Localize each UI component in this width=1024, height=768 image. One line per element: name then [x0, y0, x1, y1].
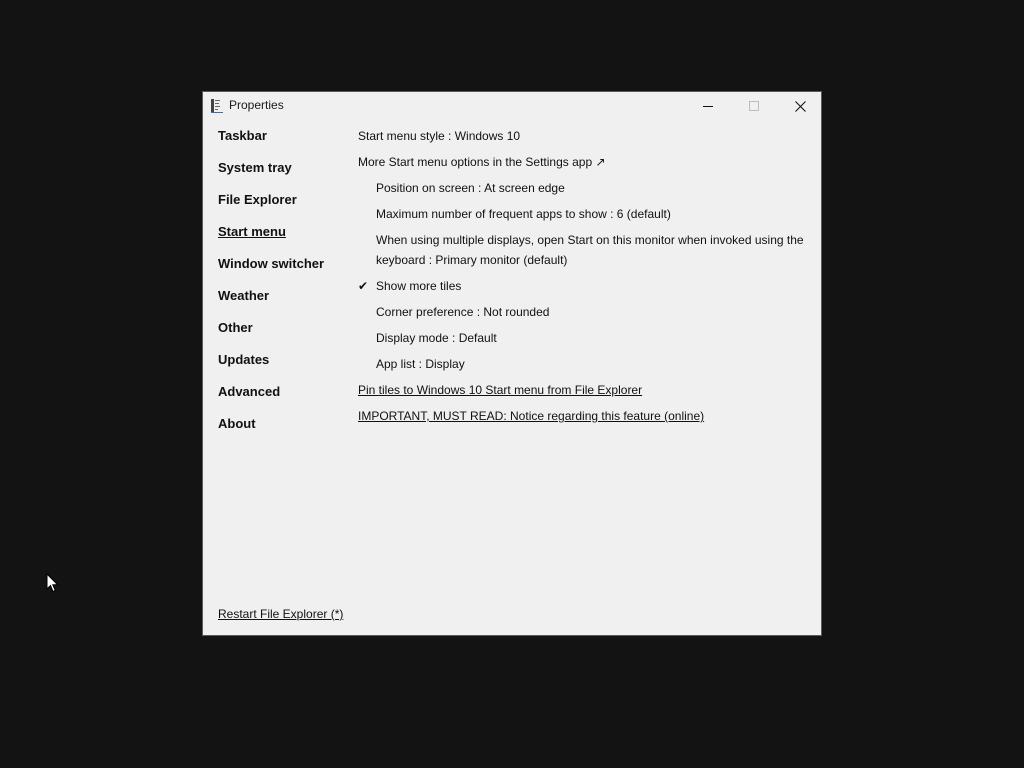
app-list-option[interactable]: App list : Display: [376, 357, 465, 371]
minimize-icon: [703, 101, 713, 111]
sidebar-item-file-explorer[interactable]: File Explorer: [218, 192, 297, 207]
more-options-link[interactable]: More Start menu options in the Settings app ↗: [358, 155, 606, 169]
close-button[interactable]: [777, 92, 823, 120]
pin-tiles-link[interactable]: Pin tiles to Windows 10 Start menu from File Explorer: [358, 383, 643, 397]
sidebar-item-window-switcher[interactable]: Window switcher: [218, 256, 325, 271]
max-frequent-apps-option[interactable]: Maximum number of frequent apps to show : 6 (default): [376, 207, 671, 221]
checkmark-icon: ✔: [358, 279, 369, 293]
multi-display-option[interactable]: When using multiple displays, open Start on this monitor when invoked using the keyboard : Primary monitor (default): [376, 233, 804, 267]
properties-window: [202, 91, 822, 636]
sidebar-item-taskbar[interactable]: Taskbar: [218, 128, 267, 143]
show-more-tiles-option[interactable]: [358, 276, 808, 296]
sidebar-item-other[interactable]: Other: [218, 320, 253, 335]
position-on-screen-option[interactable]: Position on screen : At screen edge: [376, 181, 565, 195]
sidebar-nav: [218, 128, 348, 448]
title-bar[interactable]: [203, 92, 821, 120]
restart-explorer-link[interactable]: Restart File Explorer (*): [218, 607, 344, 621]
mouse-cursor-icon: [46, 573, 60, 593]
important-notice-link[interactable]: IMPORTANT, MUST READ: Notice regarding this feature (online): [358, 409, 705, 423]
settings-content: [358, 126, 808, 432]
maximize-icon: [749, 101, 759, 111]
sidebar-item-advanced[interactable]: Advanced: [218, 384, 281, 399]
display-mode-option[interactable]: Display mode : Default: [376, 331, 497, 345]
minimize-button[interactable]: [685, 92, 731, 120]
corner-preference-option[interactable]: Corner preference : Not rounded: [376, 305, 550, 319]
window-title: Properties: [229, 98, 284, 112]
sidebar-item-about[interactable]: About: [218, 416, 256, 431]
close-icon: [795, 101, 806, 112]
start-menu-style-option[interactable]: Start menu style : Windows 10: [358, 129, 521, 143]
sidebar-item-updates[interactable]: Updates: [218, 352, 270, 367]
app-icon: [211, 99, 223, 113]
show-more-tiles-label: Show more tiles: [376, 279, 462, 293]
maximize-button[interactable]: [731, 92, 777, 120]
sidebar-item-start-menu[interactable]: Start menu: [218, 224, 286, 239]
sidebar-item-system-tray[interactable]: System tray: [218, 160, 292, 175]
sidebar-item-weather[interactable]: Weather: [218, 288, 270, 303]
